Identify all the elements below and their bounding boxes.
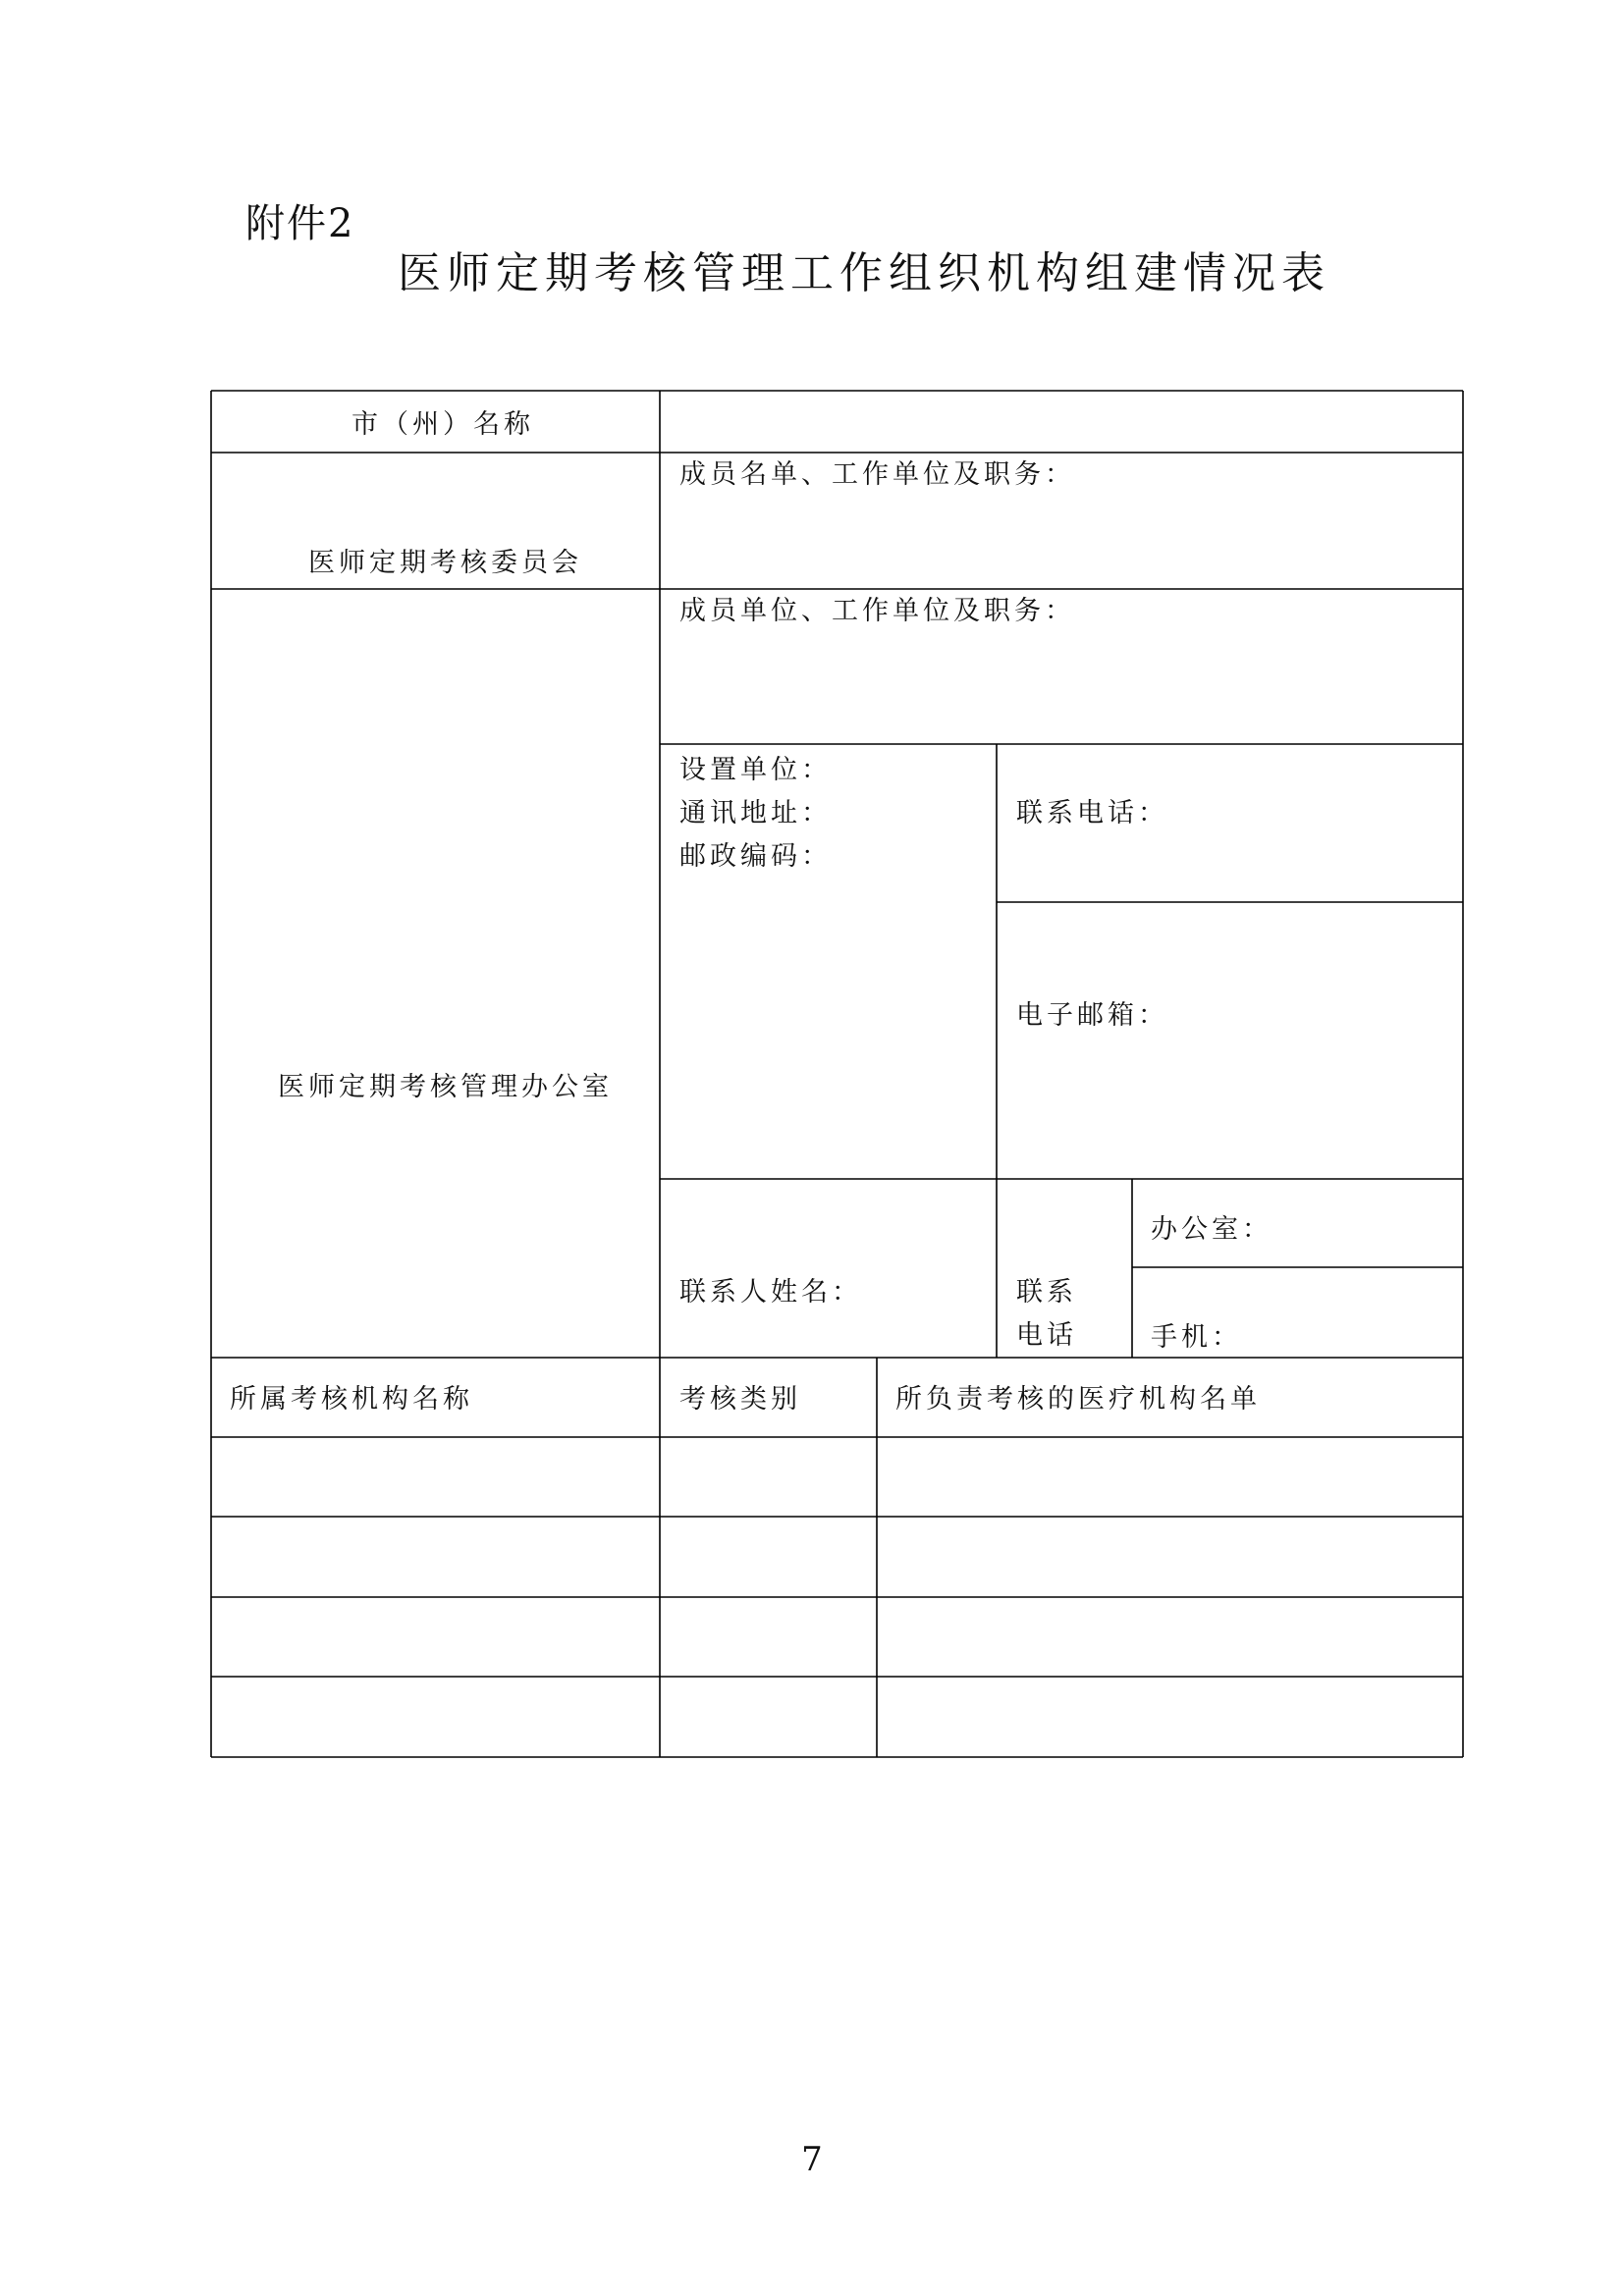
office-phone-label: 办公室：: [1151, 1214, 1272, 1245]
table-cell[interactable]: [213, 1599, 658, 1675]
city-name-label: 市（州）名称: [352, 409, 534, 440]
table-row: [211, 1437, 1463, 1517]
table-cell[interactable]: [879, 1519, 1461, 1595]
page-title: 医师定期考核管理工作组织机构组建情况表: [398, 248, 1330, 298]
table-cell[interactable]: [213, 1439, 658, 1515]
page-number: 7: [801, 2140, 823, 2179]
table-row: [211, 1517, 1463, 1597]
office-members-field[interactable]: [662, 633, 1461, 742]
table-cell[interactable]: [879, 1439, 1461, 1515]
table-header-medical-list: 所负责考核的医疗机构名单: [895, 1384, 1261, 1415]
table-cell[interactable]: [662, 1439, 875, 1515]
committee-label: 医师定期考核委员会: [308, 548, 582, 578]
table-header-category: 考核类别: [679, 1384, 801, 1415]
setup-unit-label: 设置单位：: [679, 755, 832, 785]
address-block-field[interactable]: [662, 883, 995, 1177]
table-row: [211, 1597, 1463, 1677]
table-header-institution: 所属考核机构名称: [230, 1384, 473, 1415]
mobile-label: 手机：: [1151, 1322, 1242, 1353]
attachment-label: 附件2: [245, 201, 355, 246]
committee-members-label: 成员名单、工作单位及职务：: [679, 459, 1075, 490]
table-cell[interactable]: [213, 1679, 658, 1755]
table-cell[interactable]: [879, 1679, 1461, 1755]
contact-phone-label: 联系电话：: [1016, 798, 1168, 828]
table-cell[interactable]: [879, 1599, 1461, 1675]
contact-phone-short-line1: 联系: [1016, 1277, 1077, 1308]
email-label: 电子邮箱：: [1016, 1000, 1168, 1031]
committee-members-field[interactable]: [662, 496, 1461, 587]
table-cell[interactable]: [662, 1679, 875, 1755]
mail-address-label: 通讯地址：: [679, 798, 832, 828]
office-label: 医师定期考核管理办公室: [278, 1072, 613, 1102]
table-cell[interactable]: [662, 1599, 875, 1675]
office-members-label: 成员单位、工作单位及职务：: [679, 596, 1075, 626]
table-row: [211, 1677, 1463, 1757]
contact-phone-short-line2: 电话: [1016, 1320, 1077, 1351]
table-cell[interactable]: [213, 1519, 658, 1595]
postal-code-label: 邮政编码：: [679, 841, 832, 872]
table-cell[interactable]: [662, 1519, 875, 1595]
city-name-field[interactable]: [662, 393, 1461, 451]
contact-name-label: 联系人姓名：: [679, 1277, 862, 1308]
